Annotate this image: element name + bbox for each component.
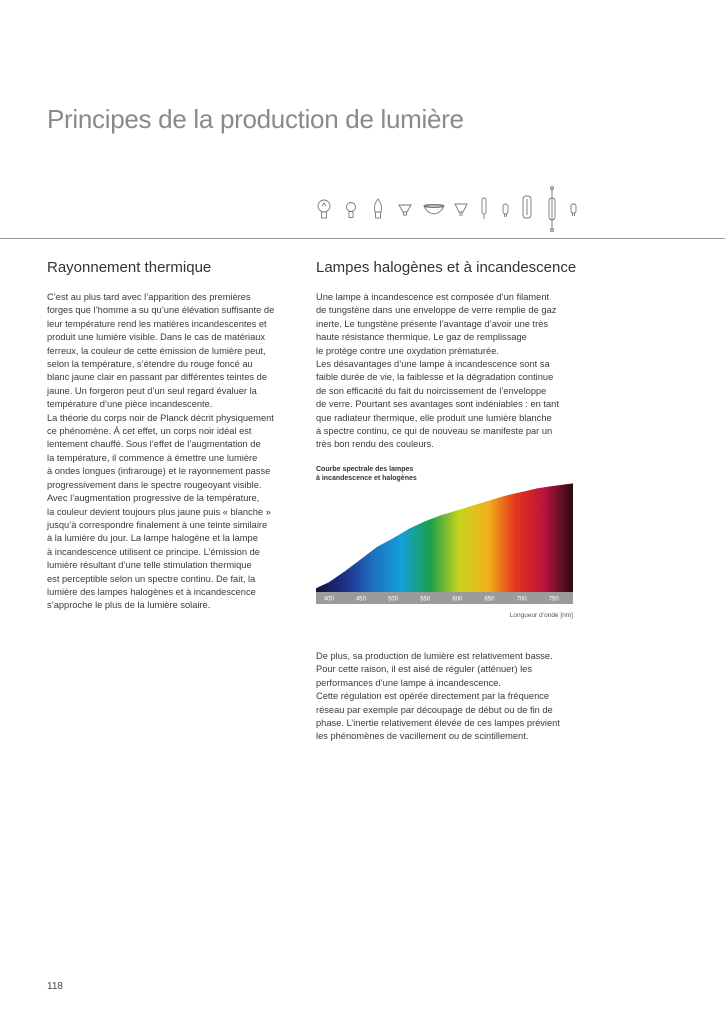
text-line: leur température rend les matières incandescentes et bbox=[47, 318, 267, 329]
mr16-icon bbox=[455, 204, 467, 216]
text-line: lentement chauffé. Sous l’effet de l’augmentation de bbox=[47, 439, 261, 450]
text-line: à spectre continu, ce qui de nouveau se manifeste par un bbox=[316, 426, 553, 437]
text-line: très bon rendu des couleurs. bbox=[316, 439, 434, 450]
text-line: de tungstène dans une enveloppe de verre remplie de gaz bbox=[316, 305, 557, 316]
right-column-text-bottom bbox=[316, 650, 576, 744]
x-tick-label: 500 bbox=[388, 596, 399, 603]
lamp-icons-strip bbox=[310, 186, 590, 232]
text-line: performances d’une lampe à incandescence. bbox=[316, 677, 502, 688]
capsule-icon bbox=[503, 204, 508, 217]
text-line: Pour cette raison, il est aisé de réguler (atténuer) les bbox=[316, 664, 533, 675]
text-line: de verre. Pourtant ses avantages sont indéniables : en tant bbox=[316, 399, 559, 410]
standard-bulb-icon bbox=[318, 200, 330, 218]
text-line: à incandescence utilisent ce principe. L’émission de bbox=[47, 546, 260, 557]
page-number: 118 bbox=[47, 981, 63, 992]
x-tick-label: 550 bbox=[420, 596, 431, 603]
tubular-halogen-icon bbox=[482, 198, 486, 219]
double-ended-icon bbox=[549, 187, 555, 232]
x-axis-bar bbox=[316, 592, 573, 604]
x-tick-label: 750 bbox=[548, 596, 559, 603]
text-line: ferreux, la couleur de cette émission de lumière peut, bbox=[47, 345, 266, 356]
candle-bulb-icon bbox=[374, 199, 381, 218]
text-line: à ondes longues (infrarouge) et le rayonnement passe bbox=[47, 466, 271, 477]
text-line: est perceptible selon un spectre continu. De fait, la bbox=[47, 573, 256, 584]
text-line: inerte. Le tungstène présente l’avantage d’avoir une très bbox=[316, 318, 549, 329]
text-line: faible durée de vie, la faiblesse et la dégradation continue bbox=[316, 372, 554, 383]
text-line: produit une lumière visible. Dans le cas de matériaux bbox=[47, 332, 266, 343]
reflector-icon bbox=[399, 205, 411, 215]
text-line: température d’une pièce incandescente. bbox=[47, 399, 213, 410]
right-column-text-top bbox=[316, 291, 576, 452]
spectral-chart bbox=[316, 470, 576, 630]
par-lamp-icon bbox=[424, 205, 444, 215]
chart-title-line: Courbe spectrale des lampes bbox=[316, 466, 414, 473]
text-line: jusqu’à correspondre finalement à une teinte similaire bbox=[47, 519, 268, 530]
x-tick-label: 650 bbox=[484, 596, 495, 603]
text-line: Une lampe à incandescence est composée d’un filament bbox=[316, 292, 550, 302]
x-tick-label: 700 bbox=[516, 596, 527, 603]
text-line: lumière des lampes halogènes et à incandescence bbox=[47, 586, 256, 597]
text-line: Les désavantages d’une lampe à incandescence sont sa bbox=[316, 359, 550, 370]
text-line: La théorie du corps noir de Planck décrit physiquement bbox=[47, 412, 274, 423]
text-line: ce phénomène. À cet effet, un corps noir idéal est bbox=[47, 426, 252, 437]
text-line: Avec l’augmentation progressive de la température, bbox=[47, 493, 260, 504]
left-column-heading: Rayonnement thermique bbox=[47, 259, 212, 276]
text-line: les phénomènes de vacillement ou de scintillement. bbox=[316, 731, 529, 742]
text-line: la couleur devient toujours plus jaune puis « blanche » bbox=[47, 506, 271, 517]
text-line: selon la température, s’étendre du rouge foncé au bbox=[47, 359, 253, 370]
text-line: lumière résultant d’une telle stimulation thermique bbox=[47, 560, 252, 571]
text-line: jaune. Un forgeron peut d’un seul regard évaluer la bbox=[47, 385, 257, 396]
text-line: que radiateur thermique, elle produit une lumière blanche bbox=[316, 412, 552, 423]
text-line: à la lumière du jour. La lampe halogène et la lampe bbox=[47, 533, 258, 544]
section-divider bbox=[0, 238, 725, 239]
text-line: de son efficacité du fait du noircissement de l’enveloppe bbox=[316, 385, 547, 396]
spectral-curve-area bbox=[316, 483, 573, 592]
x-tick-label: 450 bbox=[355, 596, 366, 603]
text-line: s’approche le plus de la lumière solaire. bbox=[47, 600, 211, 611]
text-line: le protège contre une oxydation prématurée. bbox=[316, 345, 499, 356]
text-line: De plus, sa production de lumière est relativement basse. bbox=[316, 651, 553, 661]
text-line: Cette régulation est opérée directement par la fréquence bbox=[316, 691, 550, 702]
text-line: phase. L’inertie relativement élevée de ces lampes prévient bbox=[316, 718, 560, 729]
pin-capsule-icon bbox=[571, 204, 576, 216]
linear-lamp-icon bbox=[523, 196, 531, 218]
x-axis-label: Longueur d’onde [nm] bbox=[509, 612, 573, 619]
text-line: blanc jaune clair en passant par différentes teintes de bbox=[47, 372, 267, 383]
text-line: C’est au plus tard avec l’apparition des premières bbox=[47, 292, 251, 302]
page-title: Principes de la production de lumière bbox=[47, 104, 464, 134]
text-line: réseau par exemple par découpage de début ou de fin de bbox=[316, 704, 553, 715]
small-bulb-icon bbox=[347, 203, 356, 218]
chart-title-line: à incandescence et halogènes bbox=[316, 475, 417, 482]
x-tick-label: 400 bbox=[323, 596, 334, 603]
text-line: forges que l’homme a su qu’une élévation suffisante de bbox=[47, 305, 275, 316]
text-line: haute résistance thermique. Le gaz de remplissage bbox=[316, 332, 527, 343]
right-column-heading: Lampes halogènes et à incandescence bbox=[316, 259, 577, 276]
text-line: progressivement dans le spectre rougeoyant visible. bbox=[47, 479, 262, 490]
text-line: la température, il commence à émettre une lumière bbox=[47, 452, 258, 463]
x-tick-label: 600 bbox=[452, 596, 463, 603]
left-column-text bbox=[47, 291, 297, 613]
